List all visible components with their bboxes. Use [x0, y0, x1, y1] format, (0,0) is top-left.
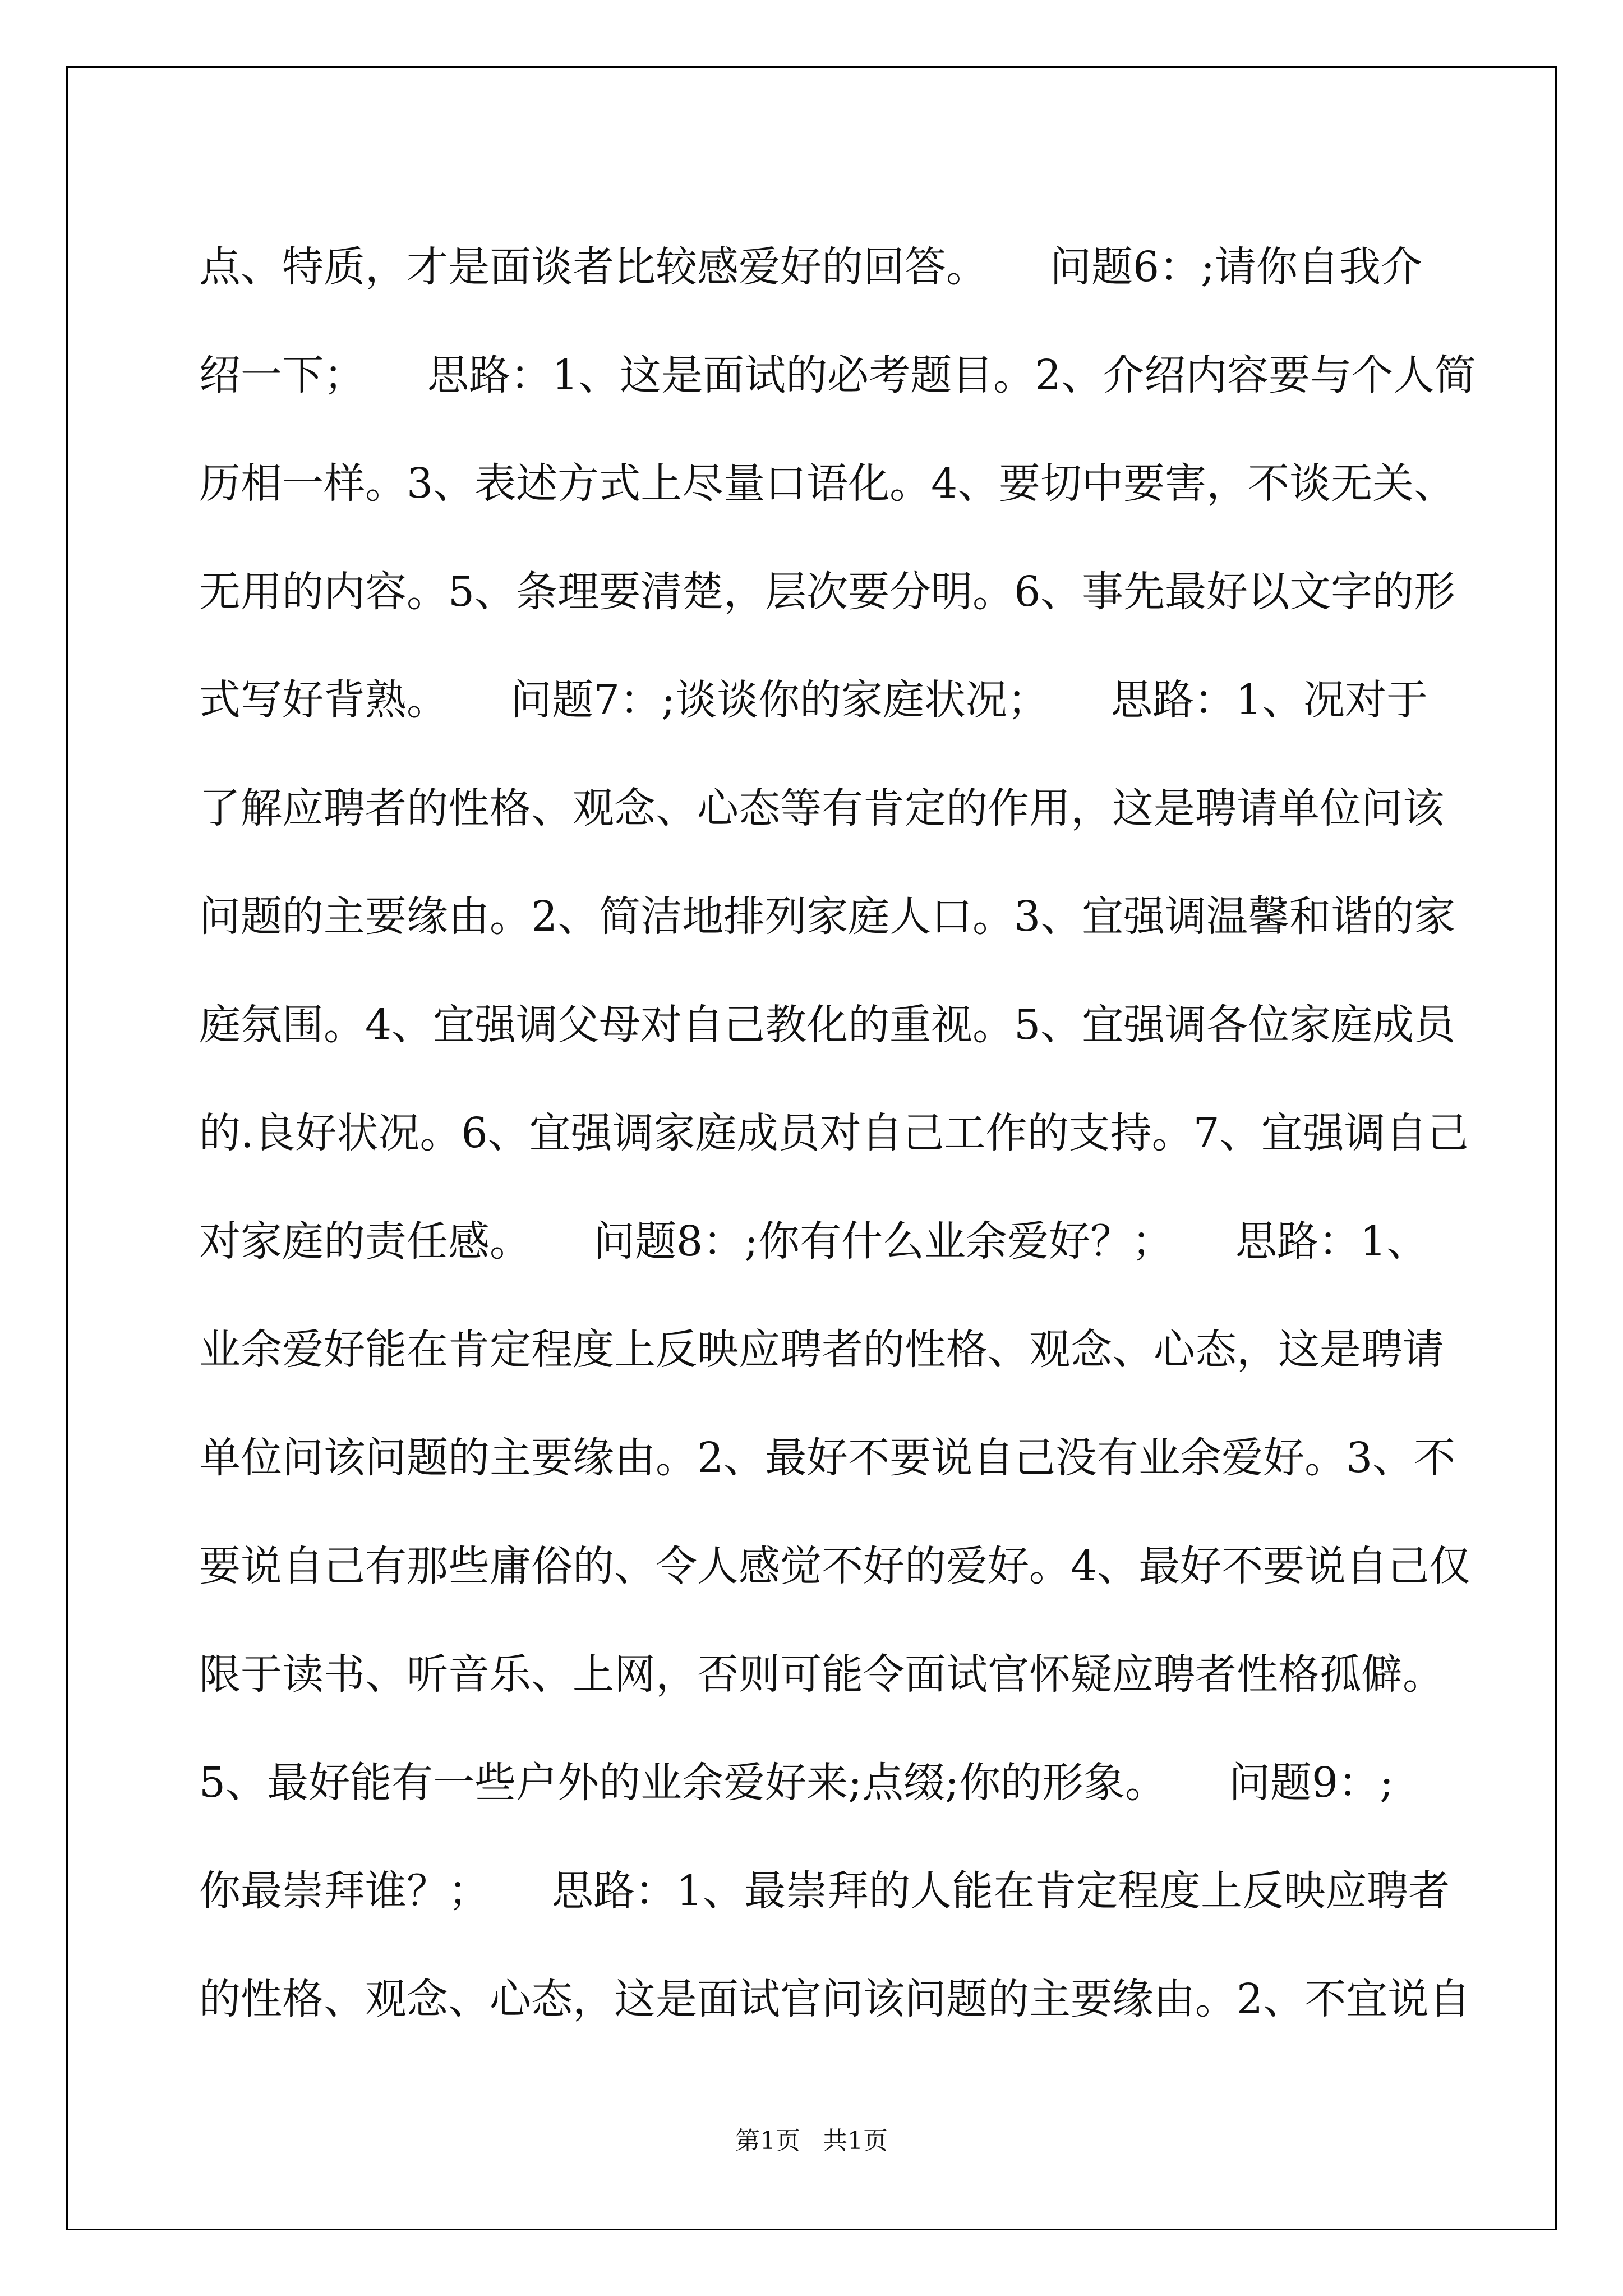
text-line: 对家庭的责任感。 问题8：;你有什么业余爱好？； 思路：1、 [199, 1217, 1428, 1266]
text-line: 的性格、观念、心态，这是面试官问该问题的主要缘由。2、不宜说自 [199, 1975, 1471, 2023]
page-total: 共1页 [823, 2127, 888, 2155]
document-body [199, 213, 1477, 2054]
page-number: 第1页 [735, 2127, 800, 2155]
text-line: 绍一下； 思路：1、这是面试的必考题目。2、介绍内容要与个人简 [199, 351, 1477, 399]
page-footer [0, 2120, 1623, 2156]
text-line: 式写好背熟。 问题7：;谈谈你的家庭状况； 思路：1、况对于 [199, 676, 1428, 724]
text-line: 单位问该问题的主要缘由。2、最好不要说自己没有业余爱好。3、不 [199, 1434, 1456, 1482]
text-line: 无用的内容。5、条理要清楚，层次要分明。6、事先最好以文字的形 [199, 568, 1456, 616]
text-line: 问题的主要缘由。2、简洁地排列家庭人口。3、宜强调温馨和谐的家 [199, 892, 1456, 941]
text-line: 你最崇拜谁？； 思路：1、最崇拜的人能在肯定程度上反映应聘者 [199, 1867, 1450, 1915]
text-line: 5、最好能有一些户外的业余爱好来;点缀;你的形象。 问题9：; [199, 1759, 1394, 1807]
text-line: 庭氛围。4、宜强调父母对自己教化的重视。5、宜强调各位家庭成员 [199, 1001, 1456, 1049]
text-line: 历相一样。3、表述方式上尽量口语化。4、要切中要害，不谈无关、 [199, 459, 1456, 508]
text-line: 要说自己有那些庸俗的、令人感觉不好的爱好。4、最好不要说自己仅 [199, 1542, 1471, 1590]
text-line: 点、特质，才是面谈者比较感爱好的回答。 问题6：;请你自我介 [199, 243, 1423, 291]
text-line: 的.良好状况。6、宜强调家庭成员对自己工作的支持。7、宜强调自己 [199, 1109, 1469, 1157]
text-line: 了解应聘者的性格、观念、心态等有肯定的作用，这是聘请单位问该 [199, 784, 1444, 832]
text-line: 限于读书、听音乐、上网，否则可能令面试官怀疑应聘者性格孤僻。 [199, 1650, 1444, 1699]
text-line: 业余爱好能在肯定程度上反映应聘者的性格、观念、心态，这是聘请 [199, 1326, 1444, 1374]
